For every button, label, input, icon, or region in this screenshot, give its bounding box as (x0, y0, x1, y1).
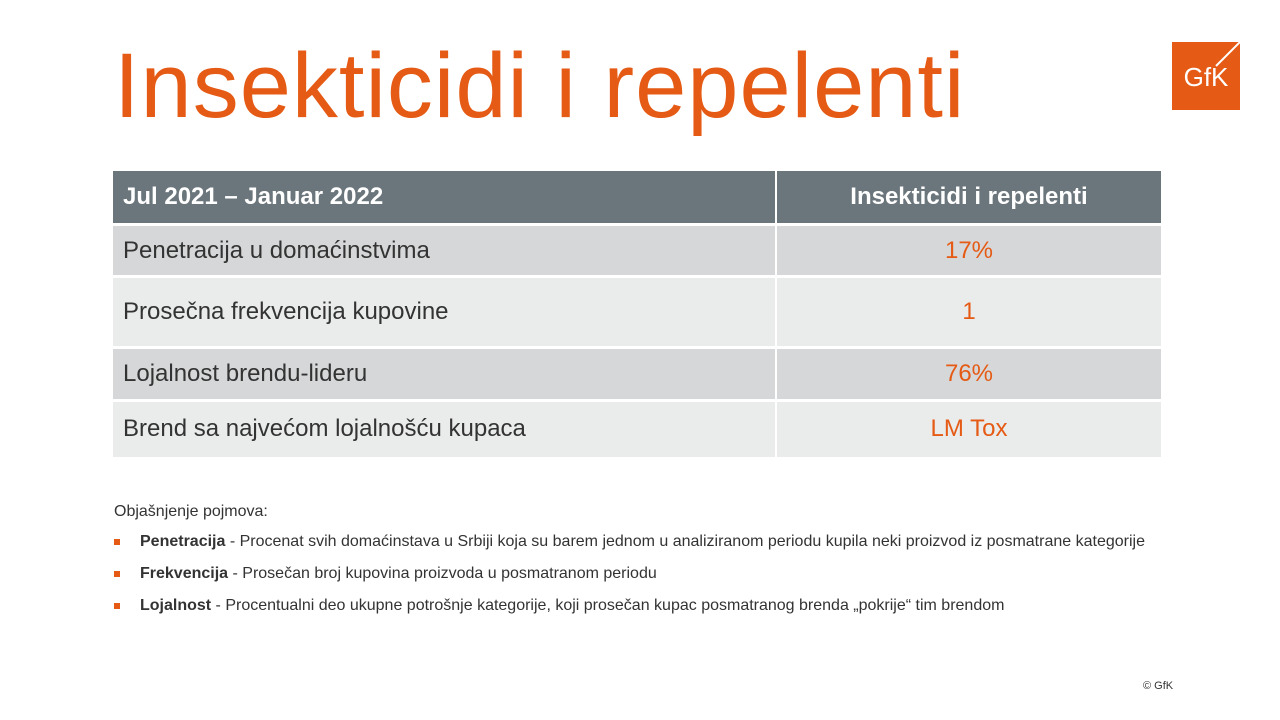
metrics-table (113, 171, 1161, 457)
glossary-list (114, 528, 1164, 620)
glossary-definition: - Procentualni deo ukupne potrošnje kategorije, koji prosečan kupac posmatranog brenda „pokrije“ tim brendom (211, 597, 1005, 614)
table-row (113, 225, 1161, 277)
glossary (114, 500, 1164, 624)
row-label-top-brand: Brend sa najvećom lojalnošću kupaca (113, 401, 776, 457)
glossary-definition: - Procenat svih domaćinstava u Srbiji koja su barem jednom u analiziranom periodu kupila neki proizvod iz posmatrane kategorije (225, 533, 1145, 550)
glossary-item-frequency (114, 560, 1164, 588)
table-row (113, 277, 1161, 348)
glossary-item-penetration (114, 528, 1164, 556)
row-label-frequency: Prosečna frekvencija kupovine (113, 277, 776, 348)
row-value-penetration: 17% (776, 225, 1161, 277)
glossary-item-loyalty (114, 592, 1164, 620)
glossary-term: Lojalnost (140, 597, 212, 614)
category-header: Insekticidi i repelenti (776, 171, 1161, 225)
glossary-definition: - Prosečan broj kupovina proizvoda u posmatranom periodu (228, 565, 657, 582)
glossary-term: Penetracija (140, 533, 226, 550)
table-header-row (113, 171, 1161, 225)
bullet-icon (114, 539, 120, 545)
period-header: Jul 2021 – Januar 2022 (113, 171, 776, 225)
row-label-loyalty: Lojalnost brendu-lideru (113, 348, 776, 401)
gfk-logo (1172, 42, 1240, 110)
row-value-top-brand: LM Tox (776, 401, 1161, 457)
bullet-icon (114, 603, 120, 609)
row-value-loyalty: 76% (776, 348, 1161, 401)
row-label-penetration: Penetracija u domaćinstvima (113, 225, 776, 277)
glossary-term: Frekvencija (140, 565, 229, 582)
table-row (113, 348, 1161, 401)
row-value-frequency: 1 (776, 277, 1161, 348)
logo-text: GfK (1183, 62, 1229, 92)
page-title: Insekticidi i repelenti (114, 35, 966, 137)
glossary-heading: Objašnjenje pojmova: (114, 503, 268, 520)
table-row (113, 401, 1161, 457)
bullet-icon (114, 571, 120, 577)
copyright: © GfK (1143, 680, 1174, 692)
